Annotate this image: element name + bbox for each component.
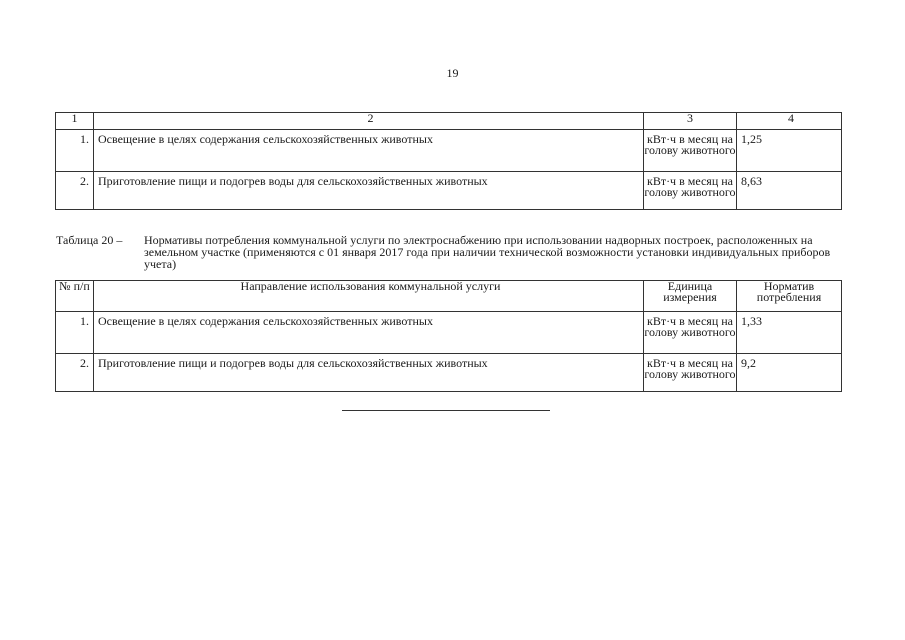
table-row [56, 312, 842, 354]
consumption-table-continued [55, 112, 842, 210]
row-unit [644, 354, 737, 392]
table-row [56, 354, 842, 392]
row-value: 8,63 [737, 172, 842, 210]
page-number: 19 [446, 66, 459, 80]
consumption-table-20 [55, 280, 842, 392]
column-unit-header: 3 [644, 113, 737, 130]
row-unit [644, 312, 737, 354]
table-row [56, 130, 842, 172]
table-row [56, 172, 842, 210]
table-header-row [56, 281, 842, 312]
column-value-header: 4 [737, 113, 842, 130]
row-description: Освещение в целях содержания сельскохозяйственных животных [94, 312, 644, 354]
table-header-row [56, 113, 842, 130]
row-unit-text: кВт·ч в месяц на голову животного [644, 314, 736, 339]
row-value: 9,2 [737, 354, 842, 392]
column-number-header: 1 [56, 113, 94, 130]
table-caption-label: Таблица 20 – [56, 233, 123, 247]
table-caption-text: Нормативы потребления коммунальной услуги по электроснабжению при использовании надворных построек, расположенных на земельном участке (применяются с 01 января 2017 года при наличии технической возможности установки индивидуальных приборов учета) [144, 233, 831, 271]
column-value-header: Норматив потребления [737, 281, 842, 312]
row-number: 1. [56, 312, 94, 354]
column-unit-header: Единица измерения [644, 281, 737, 312]
row-number: 2. [56, 172, 94, 210]
column-description-header: 2 [94, 113, 644, 130]
column-description-header: Направление использования коммунальной услуги [94, 281, 644, 312]
row-unit-text: кВт·ч в месяц на голову животного [644, 132, 736, 157]
row-description: Приготовление пищи и подогрев воды для сельскохозяйственных животных [94, 354, 644, 392]
row-unit-text: кВт·ч в месяц на голову животного [644, 356, 736, 381]
row-number: 1. [56, 130, 94, 172]
row-unit [644, 172, 737, 210]
row-description: Приготовление пищи и подогрев воды для сельскохозяйственных животных [94, 172, 644, 210]
row-value: 1,25 [737, 130, 842, 172]
row-number: 2. [56, 354, 94, 392]
row-unit-text: кВт·ч в месяц на голову животного [644, 174, 736, 199]
column-number-header: № п/п [56, 281, 94, 312]
row-unit [644, 130, 737, 172]
row-description: Освещение в целях содержания сельскохозяйственных животных [94, 130, 644, 172]
end-divider [342, 410, 550, 411]
row-value: 1,33 [737, 312, 842, 354]
